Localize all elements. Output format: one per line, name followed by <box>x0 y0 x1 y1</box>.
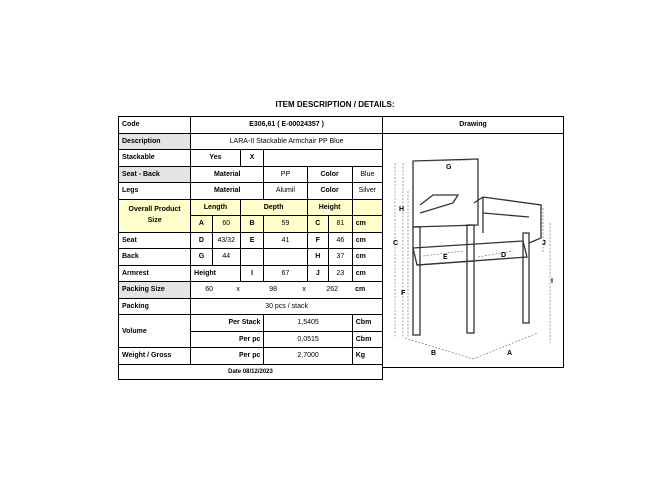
label-d: D <box>501 252 507 259</box>
description-value: LARA-II Stackable Armchair PP Blue <box>191 133 383 150</box>
stackable-row <box>119 150 383 167</box>
weight-unit: Kg <box>352 348 382 365</box>
stackable-label: Stackable <box>119 150 191 167</box>
label-h: H <box>399 206 405 213</box>
volume-label: Volume <box>119 315 191 348</box>
legs-label: Legs <box>119 183 191 200</box>
packing-label: Packing <box>119 298 191 315</box>
height-header: Height <box>307 199 352 216</box>
legs-color-label: Color <box>307 183 352 200</box>
dim-d-letter: D <box>191 232 213 249</box>
label-g: G <box>446 164 452 171</box>
chair-drawing <box>383 133 563 368</box>
dim-e-letter: E <box>240 232 264 249</box>
label-j: J <box>542 240 546 247</box>
dim-b-value: 59 <box>264 216 307 233</box>
seat-back-label: Seat - Back <box>119 166 191 183</box>
back-row <box>119 249 383 266</box>
overall-header-row <box>119 199 383 216</box>
volume-row-1 <box>119 315 383 332</box>
dim-c-value: 81 <box>329 216 353 233</box>
code-value: E306,61 ( E-00024357 ) <box>191 117 383 134</box>
stackable-yes: Yes <box>191 150 241 167</box>
weight-value: 2,7000 <box>264 348 352 365</box>
seat-back-row <box>119 166 383 183</box>
dim-j-letter: J <box>307 265 329 282</box>
seat-back-color: Blue <box>352 166 382 183</box>
label-f: F <box>401 290 406 297</box>
dim-c-letter: C <box>307 216 329 233</box>
volume-unit-2: Cbm <box>352 331 382 348</box>
volume-per-pc-value: 0,0515 <box>264 331 352 348</box>
seat-label: Seat <box>119 232 191 249</box>
dim-f-value: 46 <box>329 232 353 249</box>
back-unit: cm <box>352 249 382 266</box>
seat-back-color-label: Color <box>307 166 352 183</box>
code-row <box>119 117 383 134</box>
dim-i-letter: I <box>240 265 264 282</box>
volume-per-stack-value: 1,5405 <box>264 315 352 332</box>
legs-material-label: Material <box>191 183 264 200</box>
seat-row <box>119 232 383 249</box>
back-empty-2 <box>264 249 307 266</box>
legs-row <box>119 183 383 200</box>
seat-back-material: PP <box>264 166 307 183</box>
dim-j-value: 23 <box>329 265 353 282</box>
weight-per-pc-label: Per pc <box>191 348 264 365</box>
packing-size-row <box>119 282 383 299</box>
document-date: Date 08/12/2023 <box>119 364 383 379</box>
packing-size-label: Packing Size <box>119 282 191 299</box>
overall-unit: cm <box>352 216 382 233</box>
back-empty-1 <box>240 249 264 266</box>
dim-f-letter: F <box>307 232 329 249</box>
overall-size-label: Overall Product Size <box>119 199 191 232</box>
packing-row <box>119 298 383 315</box>
label-c: C <box>393 240 399 247</box>
packing-size-values <box>191 282 383 299</box>
description-label: Description <box>119 133 191 150</box>
packing-size-v1: 60 <box>205 286 214 294</box>
overall-header-empty <box>352 199 382 216</box>
label-b: B <box>431 350 437 357</box>
armrest-label: Armrest <box>119 265 191 282</box>
drawing-title: Drawing <box>383 117 563 134</box>
dim-d-value: 43/32 <box>212 232 240 249</box>
weight-row <box>119 348 383 365</box>
back-label: Back <box>119 249 191 266</box>
volume-per-stack-label: Per Stack <box>191 315 264 332</box>
dim-h-value: 37 <box>329 249 353 266</box>
legs-color: Silver <box>352 183 382 200</box>
packing-size-v3: 262 <box>326 286 339 294</box>
packing-size-v2: 98 <box>269 286 278 294</box>
dim-g-letter: G <box>191 249 213 266</box>
date-row <box>119 364 383 379</box>
armrest-unit: cm <box>352 265 382 282</box>
dim-i-value: 67 <box>264 265 307 282</box>
packing-value: 30 pcs / stack <box>191 298 383 315</box>
spec-table <box>118 116 383 380</box>
dim-h-letter: H <box>307 249 329 266</box>
label-e: E <box>443 254 448 261</box>
legs-material: Alumil <box>264 183 307 200</box>
dim-a-value: 60 <box>212 216 240 233</box>
dim-e-value: 41 <box>264 232 307 249</box>
armrest-row <box>119 265 383 282</box>
armrest-height-label: Height <box>191 265 241 282</box>
description-row <box>119 133 383 150</box>
drawing-panel <box>383 116 564 368</box>
length-header: Length <box>191 199 241 216</box>
weight-label: Weight / Gross <box>119 348 191 365</box>
dim-b-letter: B <box>240 216 264 233</box>
code-label: Code <box>119 117 191 134</box>
seat-unit: cm <box>352 232 382 249</box>
stackable-empty <box>264 150 383 167</box>
dim-g-value: 44 <box>212 249 240 266</box>
dim-a-letter: A <box>191 216 213 233</box>
page-title: ITEM DESCRIPTION / DETAILS: <box>275 100 395 109</box>
packing-size-x2: x <box>302 286 306 294</box>
packing-size-x1: x <box>236 286 240 294</box>
seat-back-material-label: Material <box>191 166 264 183</box>
volume-per-pc-label: Per pc <box>191 331 264 348</box>
packing-size-unit: cm <box>355 286 366 294</box>
label-a: A <box>507 350 513 357</box>
stackable-mark: X <box>240 150 264 167</box>
label-i: I <box>551 278 553 285</box>
depth-header: Depth <box>240 199 307 216</box>
volume-unit-1: Cbm <box>352 315 382 332</box>
